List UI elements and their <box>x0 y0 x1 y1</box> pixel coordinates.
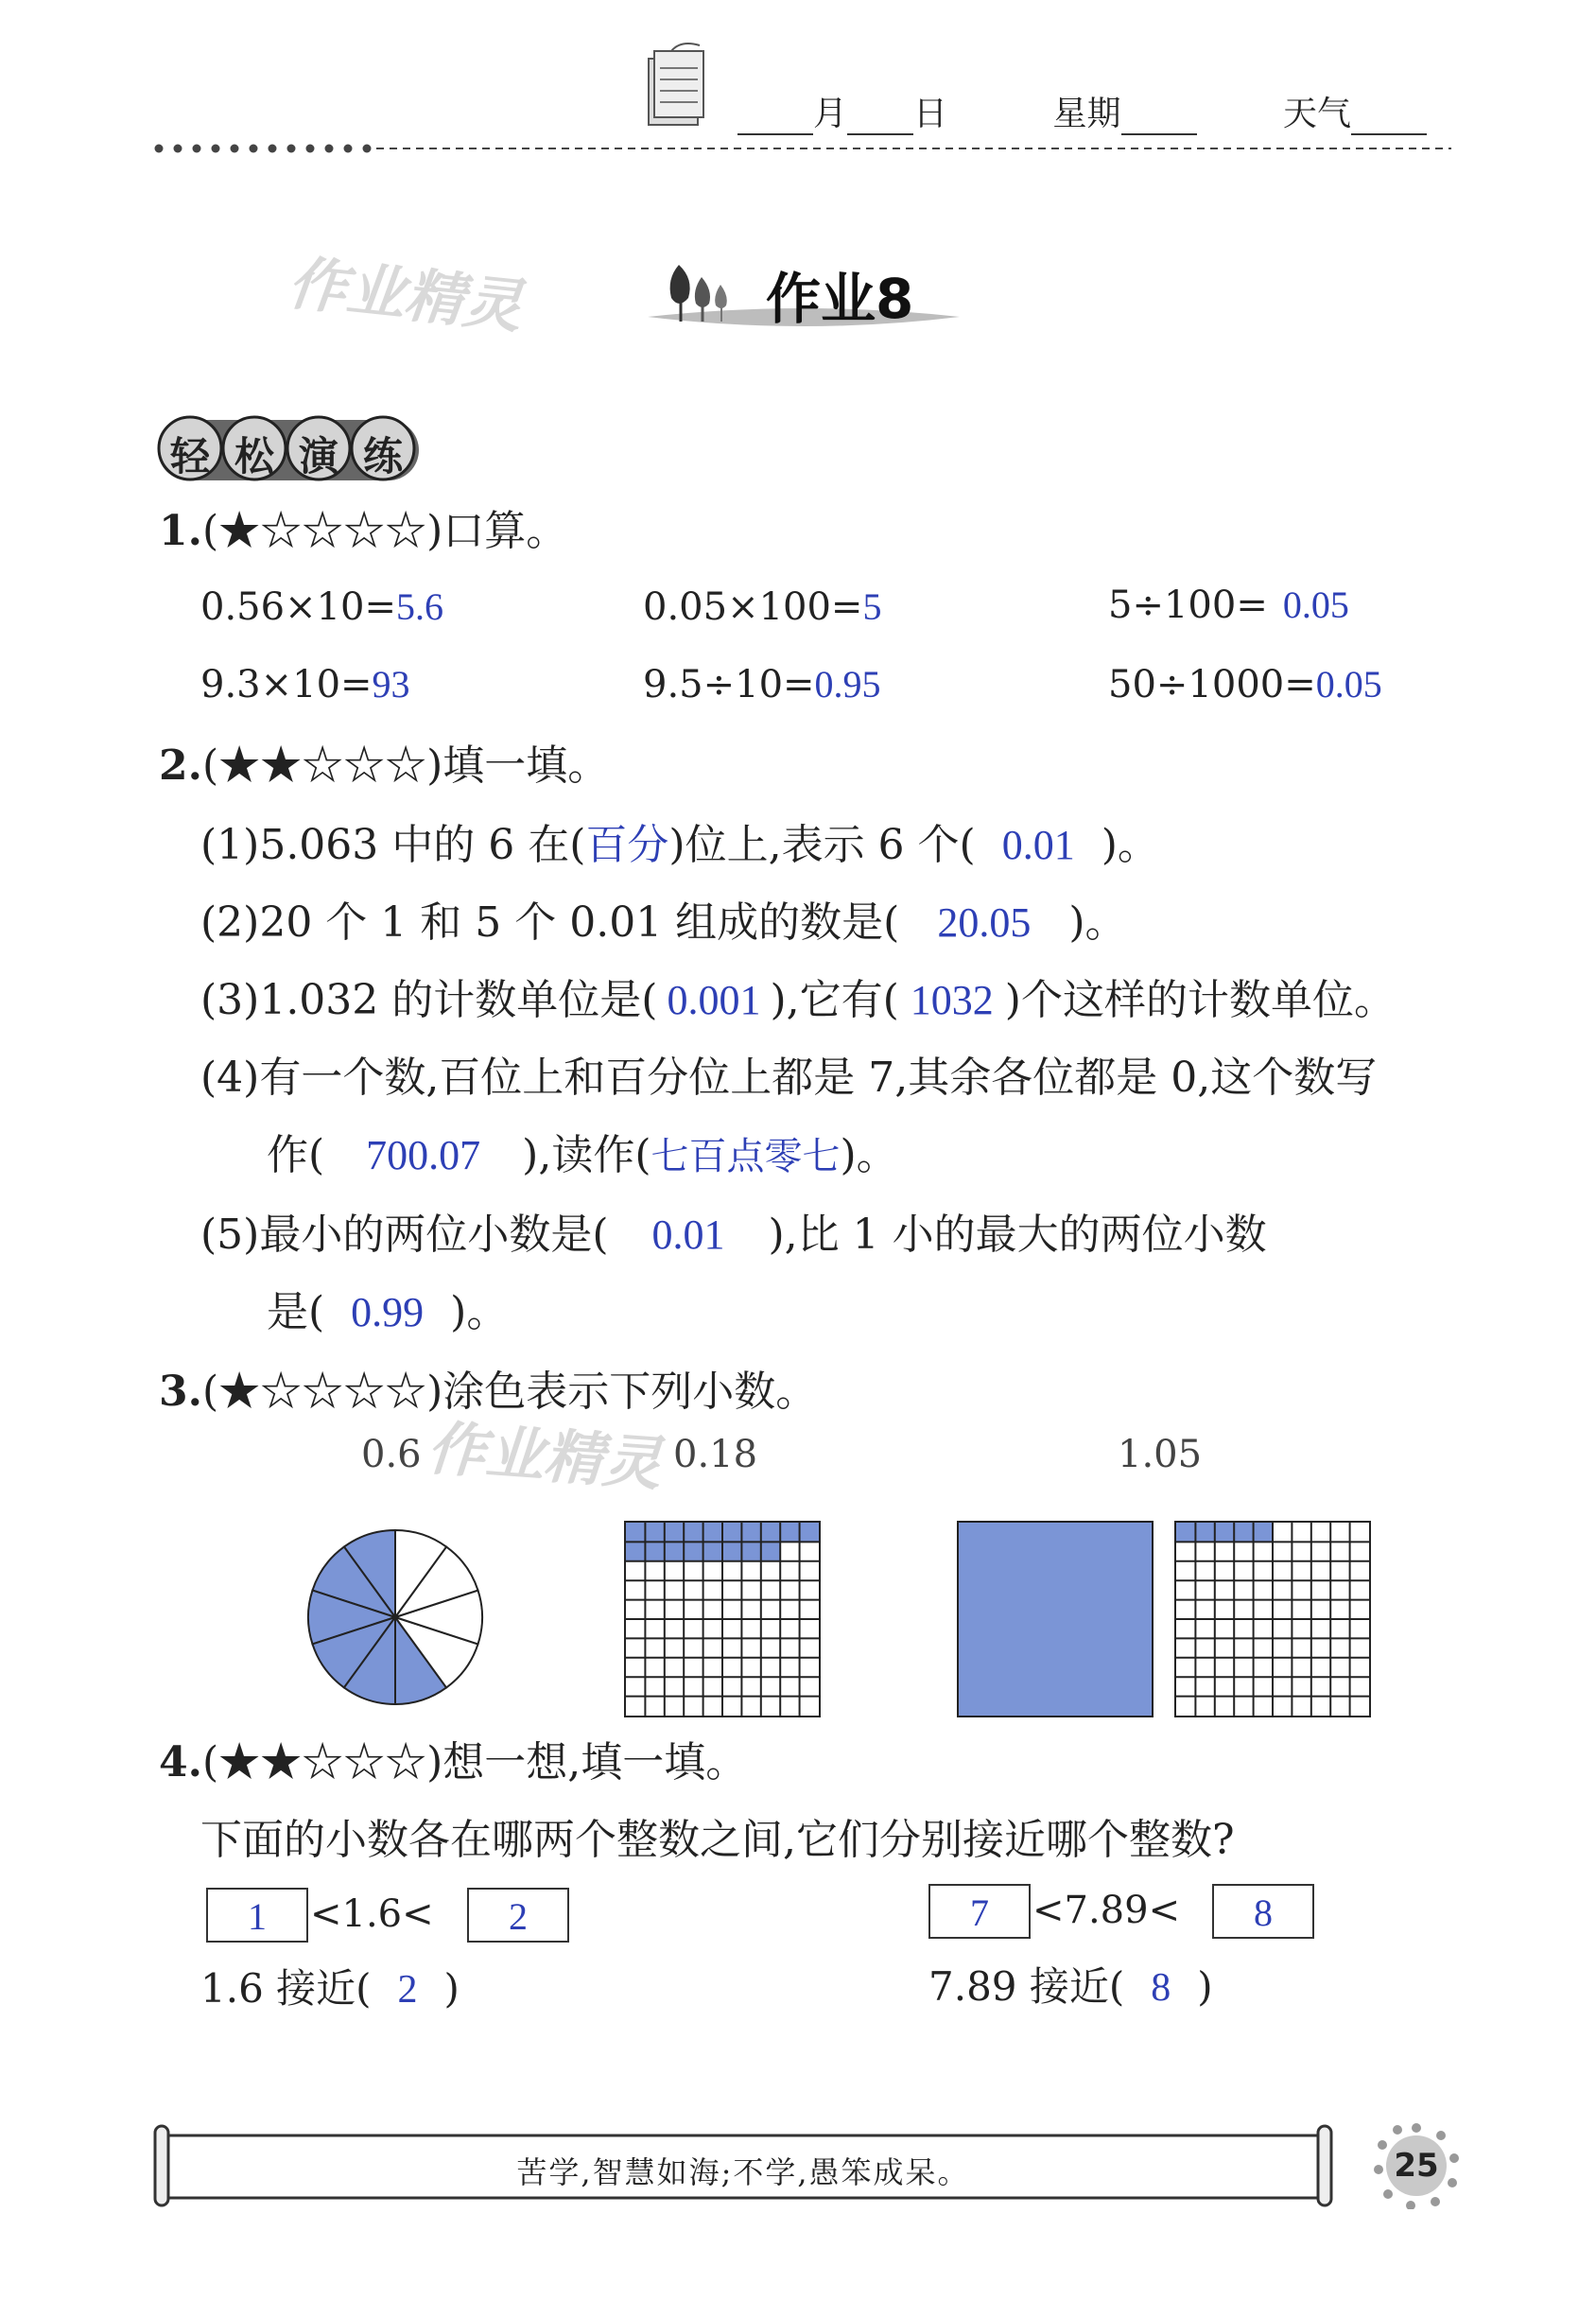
q2-part-5-line-1 <box>200 1211 1267 1259</box>
q4-right-low-box[interactable]: 7 <box>928 1884 1031 1939</box>
shaded-cell[interactable] <box>684 1523 703 1542</box>
shaded-cell[interactable] <box>703 1542 722 1560</box>
q2-number: 2. <box>159 741 202 790</box>
q1-answer-1[interactable]: 5.6 <box>396 585 443 628</box>
q4-right-near-close: ) <box>1197 1963 1213 2010</box>
section-char-2: 松 <box>234 433 274 479</box>
q1-expr-2: 0.05×100= <box>643 585 863 629</box>
month-blank[interactable] <box>737 105 813 135</box>
section-heading <box>156 414 423 482</box>
shaded-cell[interactable] <box>741 1542 760 1560</box>
q4-left-near <box>200 1965 460 2012</box>
q2-p3-text-b: ),它有( <box>770 976 899 1024</box>
q1-expr-5: 9.5÷10= <box>643 663 815 706</box>
q2-p4-text-a: (4)有一个数,百位上和百分位上都是 7,其余各位都是 0,这个数写 <box>200 1054 1378 1102</box>
shaded-cell[interactable] <box>722 1542 741 1560</box>
q2-p3-answer-2[interactable]: 1032 <box>910 977 994 1023</box>
page-number-badge <box>1373 2122 1460 2209</box>
full-square[interactable] <box>957 1521 1154 1717</box>
q2-p1-answer-1[interactable]: 百分 <box>585 822 669 868</box>
shaded-cell[interactable] <box>741 1523 760 1542</box>
q2-p5-answer-2[interactable]: 0.99 <box>351 1289 425 1335</box>
q3-number: 3. <box>159 1368 202 1416</box>
q1-text: 口算。 <box>442 507 568 555</box>
q1-item-1 <box>200 585 443 629</box>
q2-p1-text-a: (1)5.063 中的 6 在( <box>200 821 586 869</box>
q1-item-2 <box>643 585 882 629</box>
title-banner <box>643 241 964 336</box>
q1-item-6 <box>1108 663 1382 706</box>
q2-part-4-line-2 <box>267 1131 898 1179</box>
q3-label-1: 0.6 <box>361 1433 422 1476</box>
weather-blank[interactable] <box>1351 105 1427 135</box>
q4-prompt: 下面的小数各在哪两个整数之间,它们分别接近哪个整数? <box>200 1816 1235 1864</box>
weekday-label: 星期 <box>1052 95 1121 133</box>
q2-p3-text-c: )个这样的计数单位。 <box>1004 976 1396 1024</box>
q3-label-3: 1.05 <box>1118 1433 1203 1476</box>
q2-text: 填一填。 <box>442 741 610 790</box>
q2-part-3 <box>200 976 1396 1024</box>
shaded-cell[interactable] <box>761 1523 780 1542</box>
q2-p2-text-b: )。 <box>1068 898 1127 947</box>
q1-expr-6: 50÷1000= <box>1108 663 1316 706</box>
hundred-grid-2[interactable] <box>1174 1521 1371 1717</box>
section-char-1: 轻 <box>169 433 210 479</box>
q1-answer-5[interactable]: 0.95 <box>814 663 881 706</box>
footer-motto: 苦学,智慧如海;不学,愚笨成呆。 <box>516 2154 970 2190</box>
shaded-cell[interactable] <box>626 1542 645 1560</box>
q2-p3-text-a: (3)1.032 的计数单位是( <box>200 976 658 1024</box>
shaded-cell[interactable] <box>1215 1523 1234 1542</box>
q2-p5-text-a: (5)最小的两位小数是( <box>200 1211 609 1259</box>
shaded-cell[interactable] <box>665 1542 684 1560</box>
q2-p4-text-c: ),读作( <box>522 1131 651 1179</box>
q1-answer-2[interactable]: 5 <box>862 585 882 628</box>
q4-left-mid: <1.6< <box>310 1892 434 1936</box>
q1-stars: (★☆☆☆☆) <box>201 507 443 555</box>
q2-part-4-line-1 <box>200 1054 1378 1102</box>
q1-expr-1: 0.56×10= <box>200 585 396 629</box>
q2-heading <box>159 741 610 790</box>
watermark-2: 作业精灵 <box>425 1413 664 1499</box>
shaded-cell[interactable] <box>665 1523 684 1542</box>
q1-expr-4: 9.3×10= <box>200 663 373 706</box>
q2-p2-text-a: (2)20 个 1 和 5 个 0.01 组成的数是( <box>200 898 900 947</box>
shaded-cell[interactable] <box>1176 1523 1195 1542</box>
q1-answer-3[interactable]: 0.05 <box>1282 584 1349 626</box>
q2-p1-answer-2[interactable]: 0.01 <box>1001 822 1075 868</box>
q2-p4-answer-2[interactable]: 七百点零七 <box>651 1135 841 1178</box>
q1-item-5 <box>643 663 881 706</box>
q1-number: 1. <box>159 507 202 555</box>
q2-part-5-line-2 <box>267 1288 509 1336</box>
shaded-cell[interactable] <box>703 1523 722 1542</box>
q2-p2-answer-1[interactable]: 20.05 <box>937 899 1032 946</box>
shaded-cell[interactable] <box>1254 1523 1273 1542</box>
q1-item-4 <box>200 663 410 706</box>
day-label: 日 <box>913 95 948 133</box>
q3-label-2: 0.18 <box>673 1433 758 1476</box>
q2-p4-text-d: )。 <box>840 1131 898 1179</box>
section-char-4: 练 <box>362 433 403 479</box>
q2-stars: (★★☆☆☆) <box>201 741 443 790</box>
q4-stars: (★★☆☆☆) <box>201 1738 443 1786</box>
q2-p4-text-b: 作( <box>267 1131 325 1179</box>
q2-p5-text-d: )。 <box>450 1288 509 1336</box>
weekday-blank[interactable] <box>1121 105 1197 135</box>
q4-right-near-answer[interactable]: 8 <box>1151 1966 1171 2010</box>
shaded-cell[interactable] <box>1234 1523 1253 1542</box>
notepad-icon <box>643 40 709 130</box>
shaded-cell[interactable] <box>684 1542 703 1560</box>
q2-p4-answer-1[interactable]: 700.07 <box>366 1132 481 1178</box>
shaded-cell[interactable] <box>1195 1523 1214 1542</box>
page-number: 25 <box>1394 2147 1439 2185</box>
q4-left-near-close: ) <box>443 1965 460 2012</box>
header-divider <box>151 140 1451 151</box>
watermark: 作业精灵 <box>285 248 526 341</box>
q2-part-1 <box>200 821 1159 869</box>
q1-expr-3: 5÷100= <box>1108 584 1268 627</box>
q1-answer-6[interactable]: 0.05 <box>1315 663 1382 706</box>
section-char-3: 演 <box>298 433 338 479</box>
q2-p5-answer-1[interactable]: 0.01 <box>651 1211 725 1258</box>
footer-scroll <box>151 2122 1335 2209</box>
weather-label: 天气 <box>1282 95 1351 133</box>
month-label: 月 <box>813 95 848 133</box>
q4-right-mid: <7.89< <box>1032 1889 1181 1932</box>
shaded-cell[interactable] <box>800 1523 819 1542</box>
q2-p5-text-c: 是( <box>267 1288 325 1336</box>
q4-text: 想一想,填一填。 <box>442 1738 748 1786</box>
q4-left-near-answer[interactable]: 2 <box>397 1968 418 2012</box>
q4-number: 4. <box>159 1738 202 1786</box>
q2-p1-text-c: )。 <box>1101 821 1159 869</box>
q2-p1-text-b: )位上,表示 6 个( <box>668 821 976 869</box>
shaded-cell[interactable] <box>645 1523 664 1542</box>
q1-heading <box>159 507 568 555</box>
q2-p5-text-b: ),比 1 小的最大的两位小数 <box>768 1211 1267 1259</box>
q1-answer-4[interactable]: 93 <box>372 663 410 706</box>
q4-left-high-box[interactable]: 2 <box>467 1888 569 1943</box>
shaded-cell[interactable] <box>645 1542 664 1560</box>
fraction-circle[interactable] <box>304 1526 486 1708</box>
q3-text: 涂色表示下列小数。 <box>442 1368 818 1416</box>
shaded-cell[interactable] <box>626 1523 645 1542</box>
date-header <box>737 87 1427 135</box>
q2-part-2 <box>200 898 1127 947</box>
q4-left-near-text: 1.6 接近( <box>200 1965 372 2012</box>
q4-heading <box>159 1738 748 1786</box>
shaded-cell[interactable] <box>722 1523 741 1542</box>
page-title: 作业8 <box>766 267 914 331</box>
day-blank[interactable] <box>847 105 913 135</box>
shaded-cell[interactable] <box>761 1542 780 1560</box>
q3-stars: (★☆☆☆☆) <box>201 1368 443 1416</box>
q2-p3-answer-1[interactable]: 0.001 <box>667 977 761 1023</box>
q4-right-near-text: 7.89 接近( <box>928 1963 1125 2010</box>
hundred-grid-1[interactable] <box>624 1521 821 1717</box>
grid-shade-layer <box>1176 1523 1369 1716</box>
q1-item-3 <box>1108 584 1349 627</box>
q4-right-high-box[interactable]: 8 <box>1212 1884 1314 1939</box>
q4-left-low-box[interactable]: 1 <box>206 1888 308 1943</box>
shaded-cell[interactable] <box>780 1523 799 1542</box>
grid-shade-layer <box>626 1523 819 1716</box>
q4-right-near <box>928 1963 1213 2010</box>
